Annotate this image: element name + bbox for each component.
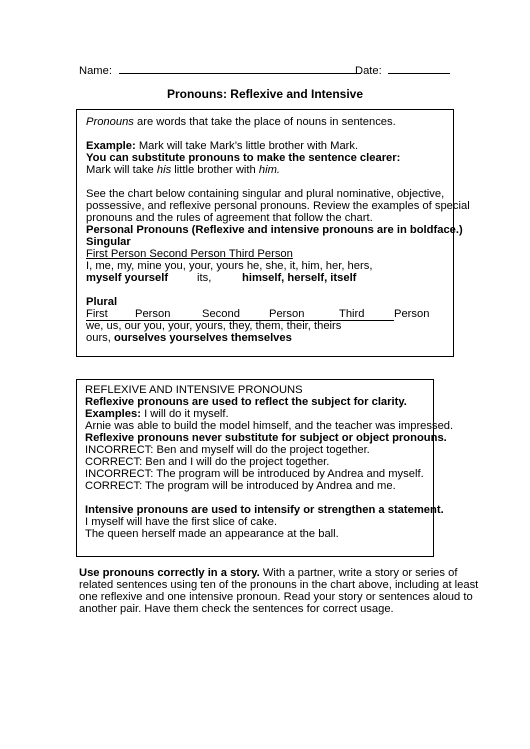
name-label: Name: — [79, 65, 112, 77]
usage-pair-line: CORRECT: Ben and I will do the project together. — [85, 456, 330, 468]
plural-row-2-a: ours, — [86, 332, 114, 344]
chart-heading: Personal Pronouns (Reflexive and intensive pronouns are in boldface.) — [86, 224, 463, 236]
singular-row-2-a: myself yourself — [86, 272, 169, 284]
rewrite-line — [86, 164, 280, 177]
plural-row-1: we, us, our you, your, yours, they, them, their, theirs — [86, 320, 342, 332]
page-title: Pronouns: Reflexive and Intensive — [166, 87, 364, 101]
usage-pair-line: INCORRECT: Ben and myself will do the project together. — [85, 444, 370, 456]
plural-header-person-3: Person — [394, 308, 430, 320]
plural-header-first: First — [86, 308, 108, 320]
examples-text: I will do it myself. — [140, 408, 229, 420]
singular-row-2 — [86, 272, 168, 285]
rewrite-b: little brother with — [171, 164, 259, 176]
rule-never-substitute: Reflexive pronouns never substitute for subject or object pronouns. — [85, 432, 447, 444]
intro-rest: are words that take the place of nouns in sentences. — [133, 116, 396, 128]
rule-intensive: Intensive pronouns are used to intensify or strengthen a statement. — [85, 504, 444, 516]
example-arnie: Arnie was able to build the model himself, and the teacher was impressed. — [85, 420, 454, 432]
singular-row-2-its: its, — [197, 272, 212, 284]
rewrite-a: Mark will take — [86, 164, 157, 176]
rewrite-him: him. — [258, 164, 280, 176]
singular-label: Singular — [86, 236, 131, 248]
rule-reflexive-clarity: Reflexive pronouns are used to reflect the subject for clarity. — [85, 396, 407, 408]
activity-line: related sentences using ten of the pronouns in the chart above, including at least — [79, 579, 479, 591]
activity-lead: Use pronouns correctly in a story. — [79, 567, 260, 579]
plural-label: Plural — [86, 296, 118, 308]
rewrite-his: his — [156, 164, 172, 176]
intro-term: Pronouns — [86, 116, 134, 128]
activity-line: one reflexive and one intensive pronoun. Read your story or sentences aloud to — [79, 591, 473, 603]
plural-row-2 — [86, 332, 292, 345]
chart-para-line: pronouns and the rules of agreement that follow the chart. — [86, 212, 373, 224]
usage-pair-line: CORRECT: The program will be introduced by Andrea and me. — [85, 480, 396, 492]
name-blank[interactable] — [119, 63, 361, 74]
activity-line-1-rest: With a partner, write a story or series of — [259, 567, 458, 579]
example-label: Example: — [86, 140, 136, 152]
activity-line: another pair. Have them check the sentences for correct usage. — [79, 603, 394, 615]
plural-header-third: Third — [339, 308, 365, 320]
plural-row-2-b: ourselves yourselves themselves — [113, 332, 292, 344]
singular-row-1: I, me, my, mine you, your, yours he, she, it, him, her, hers, — [86, 260, 373, 272]
intensive-example: The queen herself made an appearance at the ball. — [85, 528, 339, 540]
date-blank[interactable] — [388, 63, 450, 74]
name-line — [79, 63, 361, 78]
plural-header-second: Second — [202, 308, 240, 320]
singular-header-text: First Person Second Person Third Person — [86, 248, 293, 260]
examples-label: Examples: — [85, 408, 141, 420]
date-label: Date: — [355, 65, 382, 77]
box2-heading: REFLEXIVE AND INTENSIVE PRONOUNS — [85, 384, 303, 396]
chart-para-line: possessive, and reflexive personal pronouns. Review the examples of special — [86, 200, 470, 212]
substitute-heading: You can substitute pronouns to make the sentence clearer: — [86, 152, 401, 164]
usage-pair-line: INCORRECT: The program will be introduced by Andrea and myself. — [85, 468, 424, 480]
intensive-example: I myself will have the first slice of cake. — [85, 516, 278, 528]
example-text: Mark will take Mark’s little brother with Mark. — [135, 140, 359, 152]
intro-line — [86, 116, 396, 129]
date-line — [355, 63, 450, 78]
chart-para-line: See the chart below containing singular and plural nominative, objective, — [86, 188, 445, 200]
plural-header-person-1: Person — [135, 308, 171, 320]
singular-row-2-c: himself, herself, itself — [242, 272, 357, 284]
plural-header-person-2: Person — [269, 308, 305, 320]
